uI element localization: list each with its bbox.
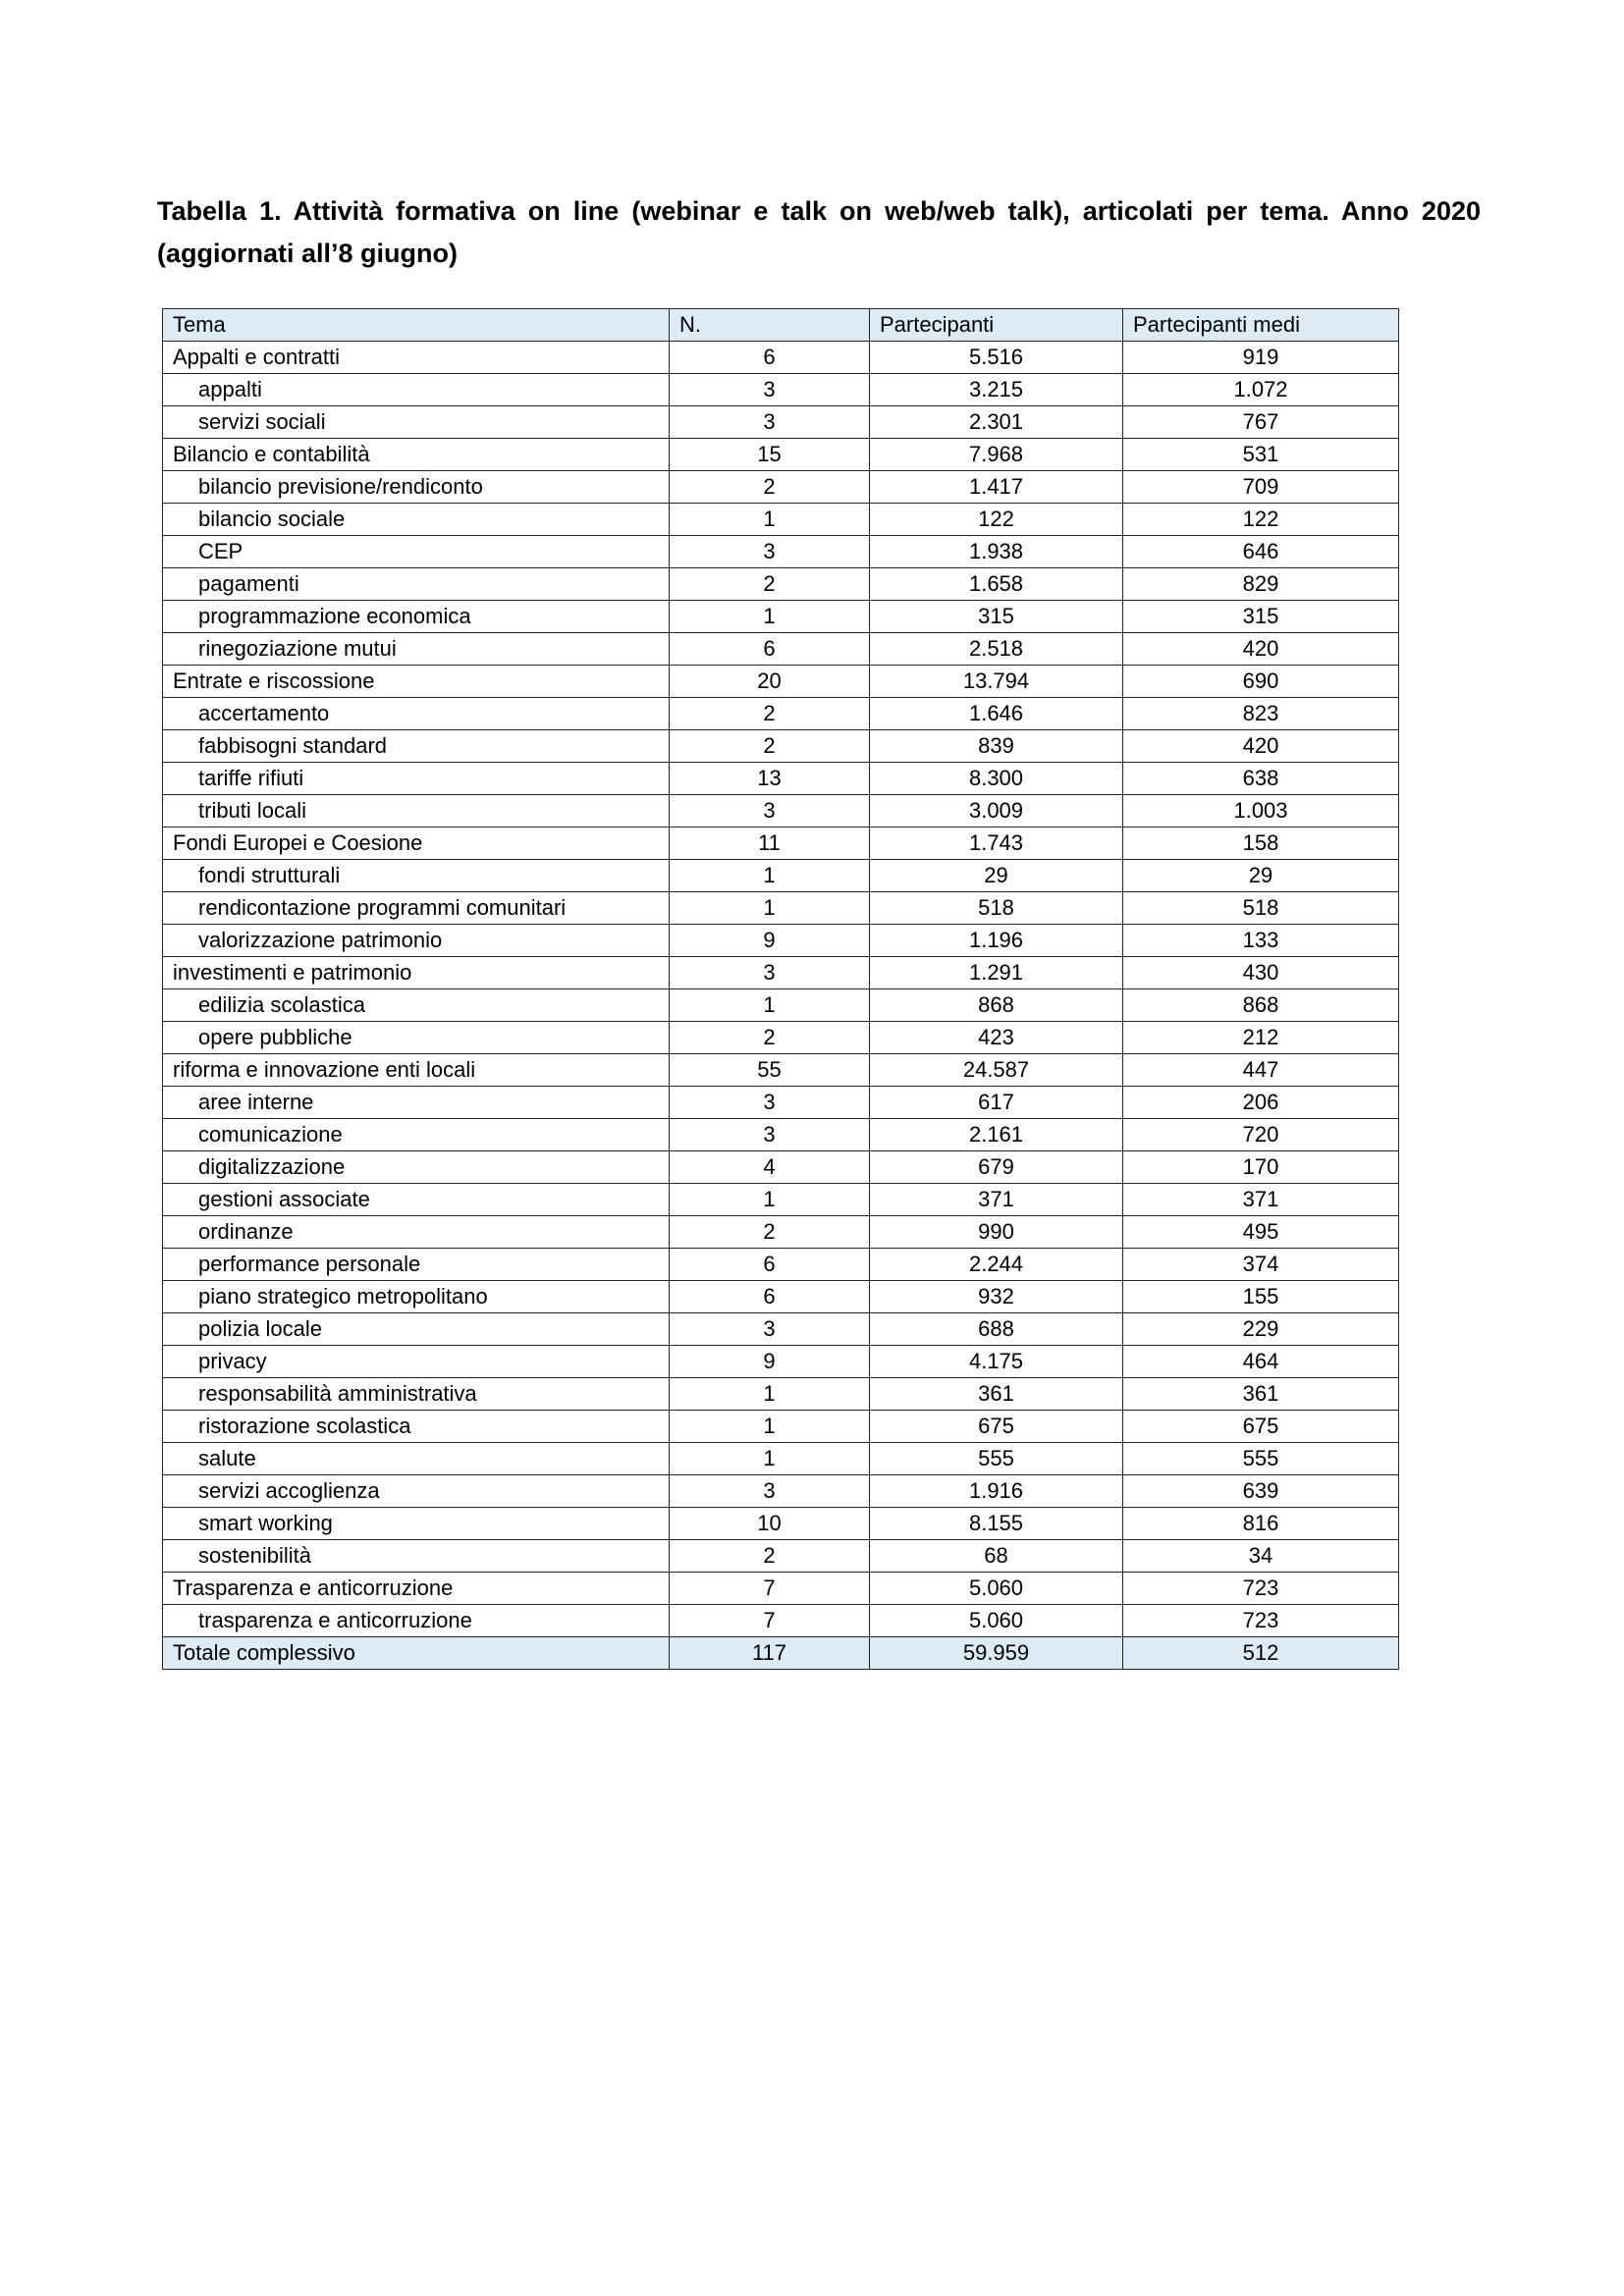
cell-partecipanti-medi: 1.072 <box>1123 374 1399 406</box>
cell-partecipanti-medi: 823 <box>1123 698 1399 730</box>
cell-n: 4 <box>670 1151 870 1184</box>
cell-partecipanti: 3.009 <box>870 795 1123 828</box>
cell-partecipanti: 617 <box>870 1087 1123 1119</box>
cell-n: 6 <box>670 1281 870 1313</box>
cell-tema: ristorazione scolastica <box>163 1411 670 1443</box>
cell-n: 3 <box>670 1475 870 1508</box>
table-row <box>163 989 1399 1022</box>
table-row-category <box>163 1054 1399 1087</box>
cell-partecipanti-medi: 170 <box>1123 1151 1399 1184</box>
cell-partecipanti-medi: 155 <box>1123 1281 1399 1313</box>
cell-partecipanti: 2.518 <box>870 633 1123 666</box>
cell-n: 3 <box>670 536 870 568</box>
cell-tema: Trasparenza e anticorruzione <box>163 1573 670 1605</box>
cell-tema: Fondi Europei e Coesione <box>163 828 670 860</box>
cell-partecipanti-medi: 464 <box>1123 1346 1399 1378</box>
cell-n: 1 <box>670 504 870 536</box>
total-partecipanti: 59.959 <box>870 1637 1123 1670</box>
cell-tema: investimenti e patrimonio <box>163 957 670 989</box>
table-row-category <box>163 666 1399 698</box>
cell-n: 2 <box>670 698 870 730</box>
total-row <box>163 1637 1399 1670</box>
data-table <box>162 308 1399 1670</box>
cell-partecipanti-medi: 206 <box>1123 1087 1399 1119</box>
cell-n: 1 <box>670 1378 870 1411</box>
cell-n: 3 <box>670 957 870 989</box>
cell-n: 7 <box>670 1605 870 1637</box>
table-caption: Tabella 1. Attività formativa on line (webinar e talk on web/web talk), articolati per tema. Anno 2020 (aggiornati all’8 giugno) <box>157 196 1481 268</box>
cell-partecipanti: 5.060 <box>870 1605 1123 1637</box>
cell-partecipanti: 7.968 <box>870 439 1123 471</box>
cell-partecipanti-medi: 371 <box>1123 1184 1399 1216</box>
cell-partecipanti: 518 <box>870 892 1123 925</box>
cell-partecipanti: 2.301 <box>870 406 1123 439</box>
total-partecipanti-medi: 512 <box>1123 1637 1399 1670</box>
cell-partecipanti-medi: 868 <box>1123 989 1399 1022</box>
cell-n: 3 <box>670 374 870 406</box>
cell-partecipanti-medi: 675 <box>1123 1411 1399 1443</box>
table-row <box>163 1443 1399 1475</box>
table-row <box>163 1475 1399 1508</box>
cell-tema: rinegoziazione mutui <box>163 633 670 666</box>
cell-tema: performance personale <box>163 1249 670 1281</box>
table-row <box>163 1540 1399 1573</box>
cell-partecipanti: 371 <box>870 1184 1123 1216</box>
header-n: N. <box>670 309 870 342</box>
cell-tema: trasparenza e anticorruzione <box>163 1605 670 1637</box>
cell-partecipanti-medi: 34 <box>1123 1540 1399 1573</box>
cell-tema: gestioni associate <box>163 1184 670 1216</box>
table-row <box>163 374 1399 406</box>
cell-partecipanti: 68 <box>870 1540 1123 1573</box>
cell-partecipanti-medi: 212 <box>1123 1022 1399 1054</box>
cell-n: 6 <box>670 633 870 666</box>
cell-n: 1 <box>670 989 870 1022</box>
table-row <box>163 1378 1399 1411</box>
cell-partecipanti: 2.244 <box>870 1249 1123 1281</box>
cell-n: 3 <box>670 406 870 439</box>
cell-tema: ordinanze <box>163 1216 670 1249</box>
table-row <box>163 1184 1399 1216</box>
cell-partecipanti-medi: 430 <box>1123 957 1399 989</box>
table-row <box>163 1087 1399 1119</box>
cell-partecipanti: 4.175 <box>870 1346 1123 1378</box>
cell-partecipanti-medi: 495 <box>1123 1216 1399 1249</box>
cell-n: 13 <box>670 763 870 795</box>
cell-n: 2 <box>670 1540 870 1573</box>
cell-partecipanti-medi: 531 <box>1123 439 1399 471</box>
table-row <box>163 1281 1399 1313</box>
cell-partecipanti: 13.794 <box>870 666 1123 698</box>
table-row-category <box>163 342 1399 374</box>
cell-partecipanti-medi: 638 <box>1123 763 1399 795</box>
cell-partecipanti: 8.300 <box>870 763 1123 795</box>
cell-partecipanti-medi: 816 <box>1123 1508 1399 1540</box>
table-row <box>163 536 1399 568</box>
header-partecipanti: Partecipanti <box>870 309 1123 342</box>
cell-partecipanti-medi: 555 <box>1123 1443 1399 1475</box>
cell-partecipanti: 5.516 <box>870 342 1123 374</box>
cell-partecipanti: 1.196 <box>870 925 1123 957</box>
cell-n: 7 <box>670 1573 870 1605</box>
cell-tema: Bilancio e contabilità <box>163 439 670 471</box>
cell-partecipanti-medi: 158 <box>1123 828 1399 860</box>
cell-tema: Entrate e riscossione <box>163 666 670 698</box>
table-row <box>163 568 1399 601</box>
table-body <box>163 342 1399 1637</box>
cell-partecipanti-medi: 122 <box>1123 504 1399 536</box>
cell-n: 6 <box>670 1249 870 1281</box>
cell-n: 1 <box>670 892 870 925</box>
table-row <box>163 1411 1399 1443</box>
cell-tema: polizia locale <box>163 1313 670 1346</box>
cell-n: 9 <box>670 925 870 957</box>
cell-tema: servizi sociali <box>163 406 670 439</box>
table-header-row <box>163 309 1399 342</box>
cell-partecipanti-medi: 720 <box>1123 1119 1399 1151</box>
cell-tema: riforma e innovazione enti locali <box>163 1054 670 1087</box>
cell-partecipanti: 8.155 <box>870 1508 1123 1540</box>
cell-partecipanti: 839 <box>870 730 1123 763</box>
cell-partecipanti-medi: 315 <box>1123 601 1399 633</box>
table-row <box>163 795 1399 828</box>
cell-partecipanti-medi: 690 <box>1123 666 1399 698</box>
cell-partecipanti-medi: 709 <box>1123 471 1399 504</box>
cell-n: 1 <box>670 1443 870 1475</box>
cell-partecipanti: 315 <box>870 601 1123 633</box>
header-tema: Tema <box>163 309 670 342</box>
cell-partecipanti-medi: 829 <box>1123 568 1399 601</box>
cell-partecipanti-medi: 723 <box>1123 1573 1399 1605</box>
cell-partecipanti: 688 <box>870 1313 1123 1346</box>
cell-n: 20 <box>670 666 870 698</box>
cell-partecipanti-medi: 374 <box>1123 1249 1399 1281</box>
cell-partecipanti: 675 <box>870 1411 1123 1443</box>
cell-partecipanti: 990 <box>870 1216 1123 1249</box>
cell-tema: accertamento <box>163 698 670 730</box>
cell-tema: aree interne <box>163 1087 670 1119</box>
cell-n: 9 <box>670 1346 870 1378</box>
table-row <box>163 1119 1399 1151</box>
cell-n: 1 <box>670 1184 870 1216</box>
cell-partecipanti-medi: 639 <box>1123 1475 1399 1508</box>
cell-partecipanti-medi: 646 <box>1123 536 1399 568</box>
cell-partecipanti-medi: 29 <box>1123 860 1399 892</box>
cell-partecipanti: 29 <box>870 860 1123 892</box>
table-row <box>163 601 1399 633</box>
cell-partecipanti-medi: 420 <box>1123 730 1399 763</box>
table-row-category <box>163 439 1399 471</box>
cell-partecipanti-medi: 767 <box>1123 406 1399 439</box>
cell-tema: bilancio sociale <box>163 504 670 536</box>
table-row-category <box>163 957 1399 989</box>
cell-n: 6 <box>670 342 870 374</box>
cell-partecipanti: 1.916 <box>870 1475 1123 1508</box>
cell-tema: programmazione economica <box>163 601 670 633</box>
cell-n: 3 <box>670 1087 870 1119</box>
cell-partecipanti: 1.658 <box>870 568 1123 601</box>
cell-partecipanti: 361 <box>870 1378 1123 1411</box>
cell-n: 2 <box>670 730 870 763</box>
cell-partecipanti-medi: 447 <box>1123 1054 1399 1087</box>
cell-n: 1 <box>670 860 870 892</box>
cell-n: 2 <box>670 568 870 601</box>
cell-partecipanti: 555 <box>870 1443 1123 1475</box>
cell-partecipanti-medi: 229 <box>1123 1313 1399 1346</box>
cell-partecipanti-medi: 420 <box>1123 633 1399 666</box>
cell-partecipanti: 5.060 <box>870 1573 1123 1605</box>
table-row <box>163 925 1399 957</box>
cell-n: 3 <box>670 795 870 828</box>
cell-n: 15 <box>670 439 870 471</box>
table-row <box>163 730 1399 763</box>
cell-tema: edilizia scolastica <box>163 989 670 1022</box>
cell-n: 1 <box>670 601 870 633</box>
cell-n: 2 <box>670 471 870 504</box>
cell-partecipanti-medi: 723 <box>1123 1605 1399 1637</box>
table-row <box>163 1249 1399 1281</box>
table-row <box>163 1216 1399 1249</box>
cell-tema: opere pubbliche <box>163 1022 670 1054</box>
cell-partecipanti: 423 <box>870 1022 1123 1054</box>
cell-partecipanti: 2.161 <box>870 1119 1123 1151</box>
cell-tema: servizi accoglienza <box>163 1475 670 1508</box>
cell-n: 3 <box>670 1313 870 1346</box>
cell-partecipanti: 1.417 <box>870 471 1123 504</box>
table-row <box>163 633 1399 666</box>
table-row-category <box>163 828 1399 860</box>
cell-partecipanti: 868 <box>870 989 1123 1022</box>
cell-tema: sostenibilità <box>163 1540 670 1573</box>
table-row <box>163 1508 1399 1540</box>
cell-tema: tariffe rifiuti <box>163 763 670 795</box>
cell-tema: appalti <box>163 374 670 406</box>
cell-n: 11 <box>670 828 870 860</box>
cell-n: 2 <box>670 1216 870 1249</box>
cell-partecipanti: 1.646 <box>870 698 1123 730</box>
cell-partecipanti-medi: 518 <box>1123 892 1399 925</box>
cell-partecipanti: 932 <box>870 1281 1123 1313</box>
cell-tema: rendicontazione programmi comunitari <box>163 892 670 925</box>
cell-tema: smart working <box>163 1508 670 1540</box>
cell-partecipanti: 1.743 <box>870 828 1123 860</box>
cell-partecipanti: 1.291 <box>870 957 1123 989</box>
cell-partecipanti-medi: 361 <box>1123 1378 1399 1411</box>
cell-tema: CEP <box>163 536 670 568</box>
cell-tema: digitalizzazione <box>163 1151 670 1184</box>
table-row <box>163 406 1399 439</box>
table-row <box>163 471 1399 504</box>
total-label: Totale complessivo <box>163 1637 670 1670</box>
cell-tema: tributi locali <box>163 795 670 828</box>
cell-partecipanti: 122 <box>870 504 1123 536</box>
cell-partecipanti: 3.215 <box>870 374 1123 406</box>
cell-partecipanti-medi: 1.003 <box>1123 795 1399 828</box>
table-row <box>163 763 1399 795</box>
cell-tema: pagamenti <box>163 568 670 601</box>
cell-n: 10 <box>670 1508 870 1540</box>
table-row <box>163 1313 1399 1346</box>
table-row <box>163 892 1399 925</box>
cell-n: 55 <box>670 1054 870 1087</box>
cell-partecipanti: 1.938 <box>870 536 1123 568</box>
table-row <box>163 1346 1399 1378</box>
table-row-category <box>163 1573 1399 1605</box>
cell-tema: Appalti e contratti <box>163 342 670 374</box>
cell-partecipanti-medi: 919 <box>1123 342 1399 374</box>
table-row <box>163 698 1399 730</box>
cell-partecipanti: 24.587 <box>870 1054 1123 1087</box>
cell-n: 3 <box>670 1119 870 1151</box>
cell-n: 2 <box>670 1022 870 1054</box>
table-row <box>163 1022 1399 1054</box>
cell-tema: responsabilità amministrativa <box>163 1378 670 1411</box>
total-n: 117 <box>670 1637 870 1670</box>
cell-tema: privacy <box>163 1346 670 1378</box>
table-row <box>163 860 1399 892</box>
cell-partecipanti-medi: 133 <box>1123 925 1399 957</box>
cell-tema: salute <box>163 1443 670 1475</box>
cell-tema: comunicazione <box>163 1119 670 1151</box>
cell-tema: fabbisogni standard <box>163 730 670 763</box>
table-row <box>163 504 1399 536</box>
cell-tema: bilancio previsione/rendiconto <box>163 471 670 504</box>
cell-tema: piano strategico metropolitano <box>163 1281 670 1313</box>
table-row <box>163 1151 1399 1184</box>
cell-partecipanti: 679 <box>870 1151 1123 1184</box>
cell-n: 1 <box>670 1411 870 1443</box>
cell-tema: fondi strutturali <box>163 860 670 892</box>
header-partecipanti-medi: Partecipanti medi <box>1123 309 1399 342</box>
cell-tema: valorizzazione patrimonio <box>163 925 670 957</box>
table-row <box>163 1605 1399 1637</box>
